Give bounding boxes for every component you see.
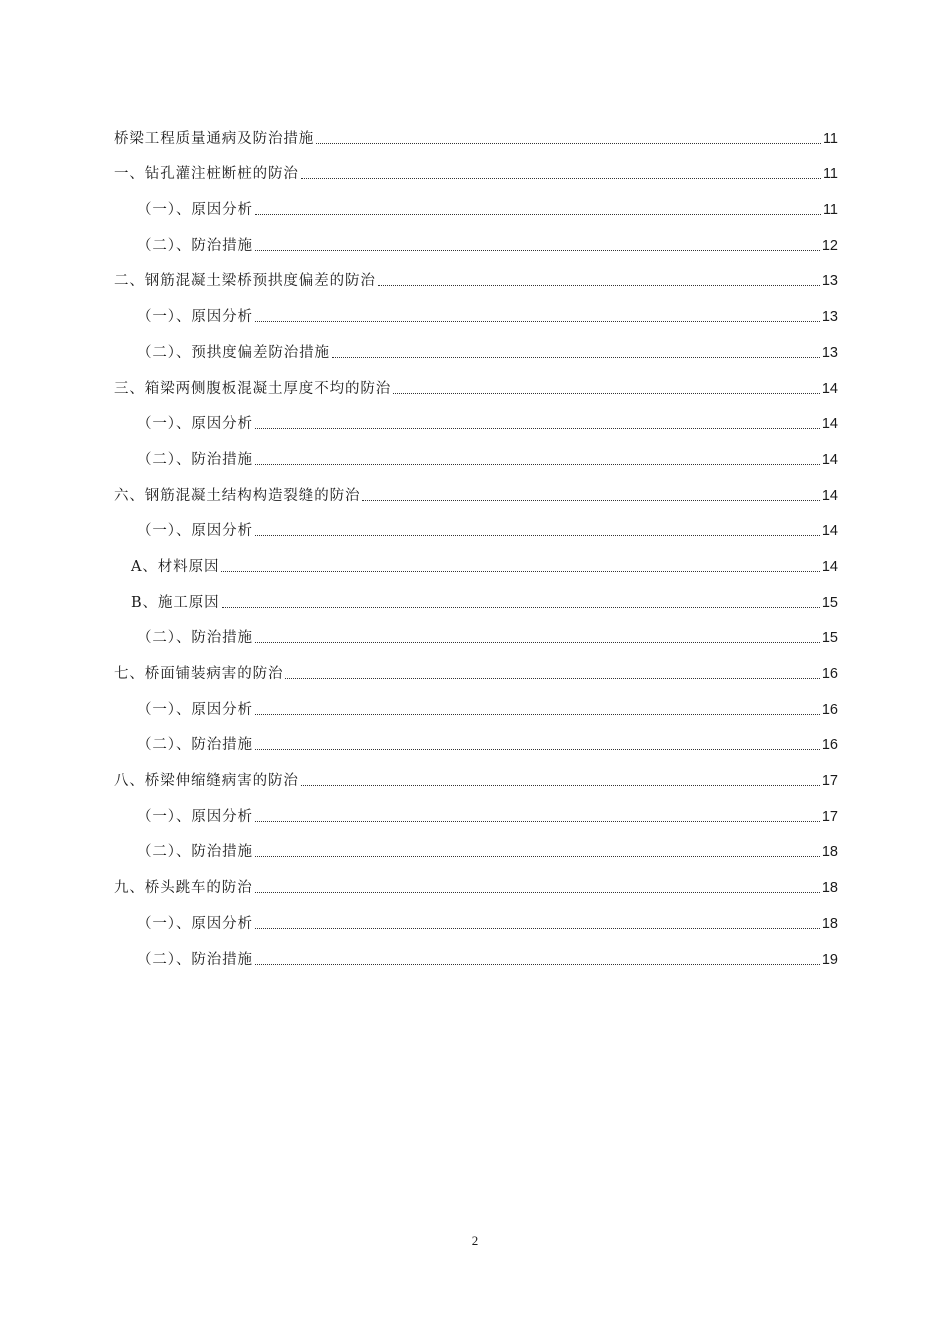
toc-entry-title: 二、钢筋混凝土梁桥预拱度偏差的防治 [114, 273, 376, 290]
toc-entry[interactable] [114, 154, 838, 190]
toc-entry-page: 11 [822, 202, 838, 219]
toc-entry-title: （二）、防治措施 [137, 737, 253, 754]
dot-leader [255, 821, 820, 822]
toc-entry-page: 14 [821, 451, 838, 468]
toc-entry[interactable] [114, 760, 838, 796]
toc-entry-title: 三、箱梁两侧腹板混凝土厚度不均的防治 [114, 380, 392, 397]
toc-entry[interactable] [114, 832, 838, 868]
toc-entry[interactable] [114, 689, 838, 725]
toc-entry-title: （二）、防治措施 [137, 630, 253, 647]
toc-entry-page: 17 [821, 808, 838, 825]
dot-leader [255, 714, 820, 715]
toc-entry-page: 14 [821, 487, 838, 504]
toc-entry-page: 13 [821, 273, 838, 290]
toc-entry-page: 11 [822, 166, 838, 183]
page-number: 2 [471, 1233, 479, 1248]
toc-entry[interactable] [114, 653, 838, 689]
toc-entry[interactable] [114, 725, 838, 761]
toc-entry[interactable] [114, 332, 838, 368]
toc-entry-page: 18 [821, 915, 838, 932]
toc-entry-page: 14 [821, 380, 838, 397]
dot-leader [255, 250, 820, 251]
toc-entry[interactable] [114, 546, 838, 582]
toc-entry[interactable] [114, 475, 838, 511]
toc-entry-title: （一）、原因分析 [137, 915, 253, 932]
toc-entry-page: 14 [821, 558, 838, 575]
toc-entry-page: 17 [821, 773, 838, 790]
dot-leader [285, 678, 819, 679]
toc-entry-title: B、施工原因 [131, 594, 220, 611]
toc-entry-page: 16 [821, 666, 838, 682]
toc-entry[interactable] [114, 118, 838, 154]
dot-leader [255, 749, 820, 750]
dot-leader [221, 571, 819, 572]
dot-leader [255, 892, 820, 893]
toc-entry[interactable] [114, 796, 838, 832]
toc-entry-title: （一）、原因分析 [137, 416, 253, 433]
toc-entry-page: 14 [821, 416, 838, 433]
dot-leader [255, 535, 820, 536]
toc-entry[interactable] [114, 939, 838, 975]
dot-leader [255, 964, 820, 965]
toc-entry[interactable] [114, 225, 838, 261]
toc-entry-title: 一、钻孔灌注桩断桩的防治 [114, 166, 299, 183]
toc-entry-title: （二）、防治措施 [137, 951, 253, 968]
dot-leader [301, 178, 821, 179]
toc-entry-page: 15 [821, 630, 838, 647]
toc-entry[interactable] [114, 404, 838, 440]
toc-entry-title: 七、桥面铺装病害的防治 [114, 666, 284, 682]
toc-entry-title: 八、桥梁伸缩缝病害的防治 [114, 773, 299, 790]
dot-leader [255, 464, 820, 465]
dot-leader [255, 321, 820, 322]
toc-entry-title: （一）、原因分析 [137, 523, 253, 540]
dot-leader [301, 785, 820, 786]
toc-entry-title: （二）、防治措施 [137, 237, 253, 254]
toc-entry[interactable] [114, 582, 838, 618]
dot-leader [255, 928, 820, 929]
toc-entry[interactable] [114, 189, 838, 225]
toc-entry-title: （一）、原因分析 [137, 808, 253, 825]
toc-entry-title: （一）、原因分析 [137, 701, 253, 718]
toc-entry[interactable] [114, 618, 838, 654]
toc-entry-page: 19 [821, 951, 838, 968]
dot-leader [255, 428, 820, 429]
toc-entry[interactable] [114, 903, 838, 939]
toc-entry-title: （一）、原因分析 [137, 309, 253, 326]
dot-leader [362, 500, 819, 501]
dot-leader [222, 607, 820, 608]
toc-entry-page: 14 [821, 523, 838, 540]
table-of-contents [114, 118, 838, 975]
toc-entry-title: （二）、防治措施 [137, 844, 253, 861]
toc-entry-title: （二）、防治措施 [137, 451, 253, 468]
toc-entry-title: 六、钢筋混凝土结构构造裂缝的防治 [114, 487, 361, 504]
toc-entry[interactable] [114, 261, 838, 297]
toc-entry-title: （二）、预拱度偏差防治措施 [137, 344, 330, 361]
toc-entry-page: 18 [821, 880, 838, 897]
toc-entry[interactable] [114, 867, 838, 903]
toc-entry-page: 13 [821, 309, 838, 326]
toc-entry-title: 九、桥头跳车的防治 [114, 880, 253, 897]
toc-entry-page: 13 [821, 344, 838, 361]
toc-entry[interactable] [114, 439, 838, 475]
dot-leader [255, 856, 820, 857]
toc-entry-page: 16 [821, 701, 838, 718]
toc-entry-page: 12 [821, 237, 838, 254]
dot-leader [332, 357, 820, 358]
toc-entry-title: A、材料原因 [131, 558, 220, 575]
toc-entry[interactable] [114, 511, 838, 547]
toc-entry-page: 11 [822, 130, 838, 147]
dot-leader [378, 285, 820, 286]
dot-leader [393, 393, 820, 394]
dot-leader [255, 214, 821, 215]
toc-entry-page: 15 [821, 594, 838, 611]
toc-entry[interactable] [114, 368, 838, 404]
toc-entry-title: 桥梁工程质量通病及防治措施 [114, 130, 315, 147]
toc-entry[interactable] [114, 296, 838, 332]
dot-leader [255, 642, 820, 643]
dot-leader [316, 143, 821, 144]
toc-entry-title: （一）、原因分析 [137, 202, 253, 219]
toc-entry-page: 16 [821, 737, 838, 754]
toc-entry-page: 18 [821, 844, 838, 861]
